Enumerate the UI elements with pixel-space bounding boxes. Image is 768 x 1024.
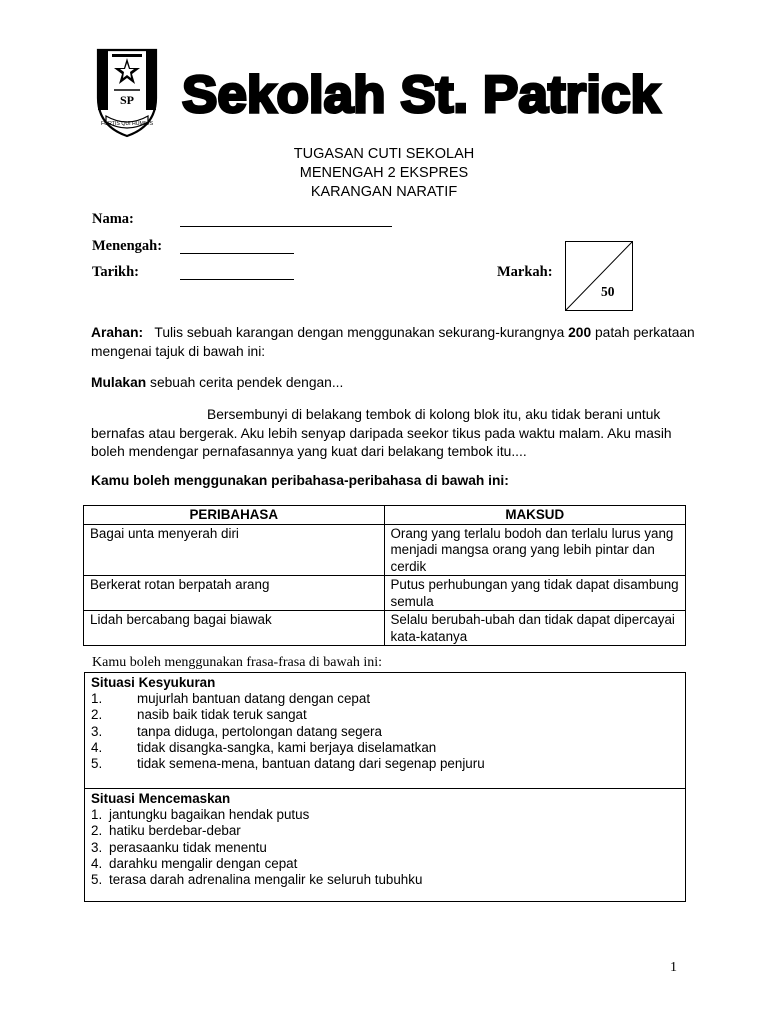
mulakan-text: sebuah cerita pendek dengan... <box>150 375 344 390</box>
peribahasa-cell: Berkerat rotan berpatah arang <box>84 576 385 611</box>
list-item: 1. mujurlah bantuan datang dengan cepat <box>91 691 371 707</box>
kesyukuran-cell <box>85 673 686 789</box>
school-crest-logo <box>92 46 162 138</box>
table-row <box>84 611 686 646</box>
nama-label: Nama: <box>92 211 134 227</box>
heading-line-3: KARANGAN NARATIF <box>310 184 458 200</box>
word-count: 200 <box>568 325 592 340</box>
list-item: 5. tidak semena-mena, bantuan datang dari segenap penjuru <box>91 756 485 772</box>
list-item: 2. nasib baik tidak teruk sangat <box>91 707 307 723</box>
table-row <box>84 576 686 611</box>
list-item: 2. hatiku berdebar-debar <box>91 823 241 839</box>
maksud-cell: Orang yang terlalu bodoh dan terlalu lurus yang menjadi mangsa orang yang lebih pintar dan cerdik <box>384 524 686 576</box>
maksud-cell: Putus perhubungan yang tidak dapat disambung semula <box>384 576 686 611</box>
frasa-table <box>84 672 686 902</box>
story-line-1: Bersembunyi di belakang tembok di kolong blok itu, aku tidak berani untuk <box>207 407 661 422</box>
maksud-col-header: MAKSUD <box>384 506 686 525</box>
list-item: 4. darahku mengalir dengan cepat <box>91 855 298 871</box>
list-item: 4. tidak disangka-sangka, kami berjaya diselamatkan <box>91 739 437 755</box>
table-row <box>84 524 686 576</box>
markah-label: Markah: <box>497 264 553 280</box>
mulakan-label: Mulakan <box>91 375 147 390</box>
markah-diagonal <box>566 242 632 310</box>
markah-box[interactable] <box>565 241 633 311</box>
menengah-line[interactable] <box>180 253 294 254</box>
peribahasa-cell: Bagai unta menyerah diri <box>84 524 385 576</box>
story-excerpt <box>91 406 731 462</box>
nama-line[interactable] <box>180 226 392 227</box>
story-line-3: boleh mendengar pernafasannya yang kuat dari belakang tembok itu.... <box>91 444 527 459</box>
list-item: 5. terasa darah adrenalina mengalir ke seluruh tubuhku <box>91 872 423 888</box>
kesyukuran-title: Situasi Kesyukuran <box>91 675 216 690</box>
tarikh-label: Tarikh: <box>92 264 140 280</box>
story-line-2: bernafas atau bergerak. Aku lebih senyap daripada seekor tikus pada waktu malam. Aku masih <box>91 425 672 441</box>
mencemaskan-cell <box>85 789 686 902</box>
peribahasa-col-header: PERIBAHASA <box>84 506 385 525</box>
arahan-label: Arahan: <box>91 325 144 340</box>
crest-motto: FORTIS QUI HUMILIS <box>100 121 154 127</box>
peribahasa-intro: Kamu boleh menggunakan peribahasa-peribahasa di bawah ini: <box>91 473 509 488</box>
arahan-text-a: Tulis sebuah karangan dengan menggunakan sekurang-kurangnya <box>154 325 565 340</box>
crest-initials: SP <box>119 93 135 107</box>
arahan-text-b: patah perkataan mengenai tajuk di bawah ini: <box>91 325 695 359</box>
mencemaskan-title: Situasi Mencemaskan <box>91 791 231 806</box>
markah-total: 50 <box>601 284 615 299</box>
heading-line-1: TUGASAN CUTI SEKOLAH <box>293 146 475 162</box>
page-number: 1 <box>670 960 677 975</box>
list-item: 3. tanpa diduga, pertolongan datang segera <box>91 723 382 739</box>
school-name: Sekolah St. Patrick <box>182 66 661 124</box>
peribahasa-table <box>83 505 686 646</box>
arahan-paragraph <box>91 324 711 361</box>
maksud-cell: Selalu berubah-ubah dan tidak dapat dipercayai kata-katanya <box>384 611 686 646</box>
mulakan-line <box>91 374 711 393</box>
peribahasa-cell: Lidah bercabang bagai biawak <box>84 611 385 646</box>
heading-line-2: MENENGAH 2 EKSPRES <box>299 165 469 181</box>
list-item: 3. perasaanku tidak menentu <box>91 839 267 855</box>
list-item: 1. jantungku bagaikan hendak putus <box>91 807 310 823</box>
school-title <box>178 50 668 130</box>
tarikh-line[interactable] <box>180 279 294 280</box>
menengah-label: Menengah: <box>92 238 163 254</box>
frasa-intro: Kamu boleh menggunakan frasa-frasa di bawah ini: <box>92 655 383 670</box>
